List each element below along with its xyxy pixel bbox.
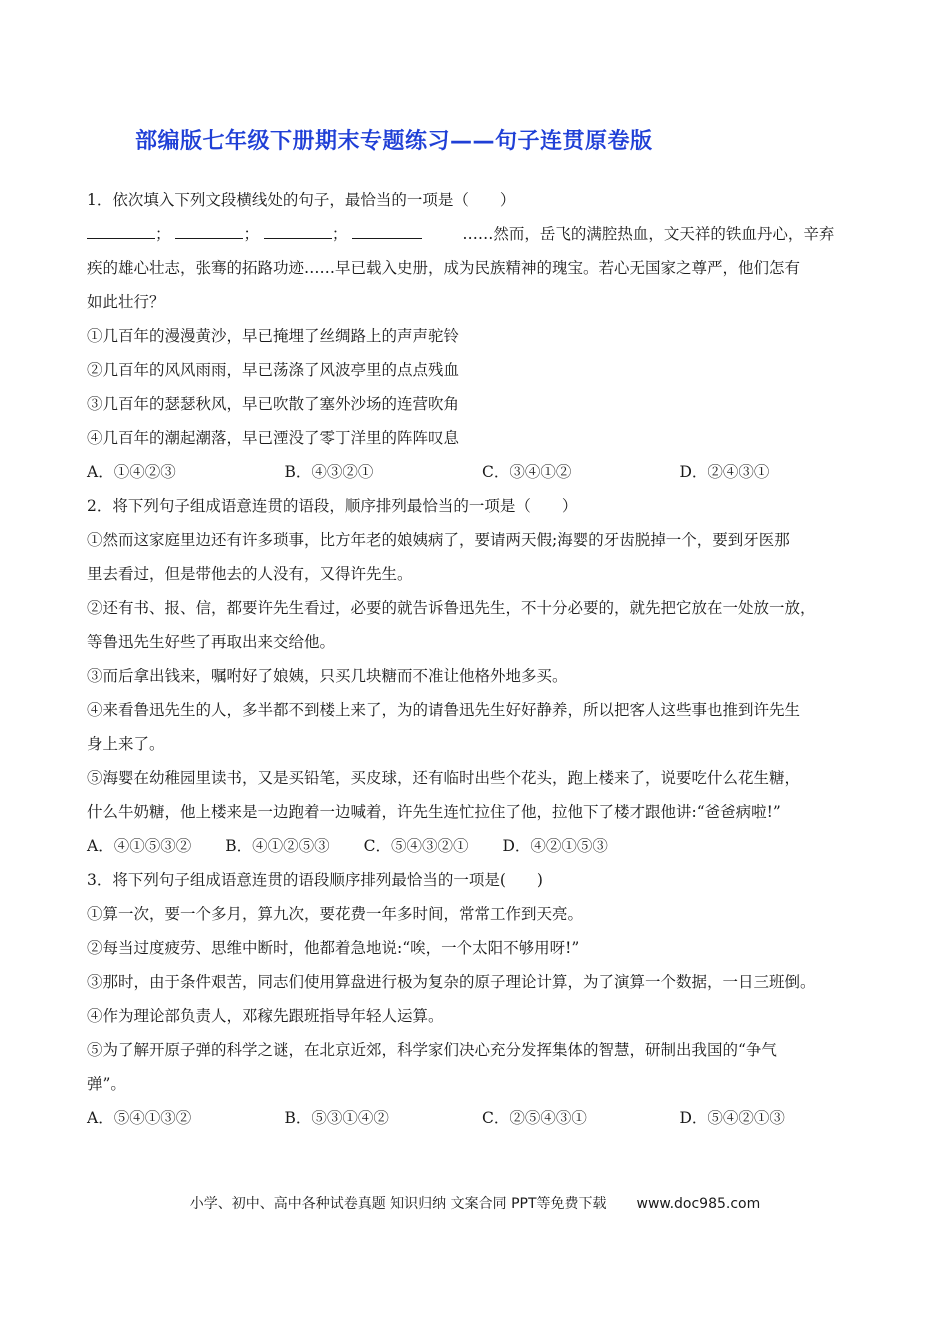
q1-passage-start: ……然而，岳飞的满腔热血，文天祥的铁血丹心，辛弃 [462,225,835,243]
answer-blank [87,224,155,239]
page-footer [0,1193,950,1213]
q3-sentence-2: ②每当过度疲劳、思维中断时，他都着急地说:“唉，一个太阳不够用呀!” [87,939,580,957]
answer-blank [264,224,332,239]
q3-sentence-5b: 弹”。 [87,1075,126,1093]
q2-sentence-5a: ⑤海婴在幼稚园里读书，又是买铅笔，买皮球，还有临时出些个花头，跑上楼来了，说要吃什么花生糖， [87,769,801,787]
q3-stem: 3．将下列句子组成语意连贯的语段顺序排列最恰当的一项是( ) [87,871,543,889]
q3-option-d[interactable]: D．⑤④②①③ [679,1109,785,1127]
q2-sentence-5b: 什么牛奶糖，他上楼来是一边跑着一边喊着，许先生连忙拉住了他，拉他下了楼才跟他讲:“爸爸病啦!” [87,803,781,821]
q1-passage-line-3: 如此壮行？ [87,293,165,311]
q2-sentence-2a: ②还有书、报、信，都要许先生看过，必要的就告诉鲁迅先生，不十分必要的，就先把它放在一处放一放， [87,599,816,617]
q2-sentence-1a: ①然而这家庭里边还有许多琐事，比方年老的娘姨病了，要请两天假;海婴的牙齿脱掉一个，要到牙医那 [87,531,790,549]
q3-sentence-3: ③那时，由于条件艰苦，同志们使用算盘进行极为复杂的原子理论计算，为了演算一个数据，一日三班倒。 [87,973,816,991]
q2-sentence-1b: 里去看过，但是带他去的人没有，又得许先生。 [87,565,413,583]
q2-stem: 2．将下列句子组成语意连贯的语段，顺序排列最恰当的一项是（ ） [87,497,578,515]
q2-options [87,829,877,863]
q1-option-a[interactable]: A．①④②③ [87,463,176,481]
q1-option-b[interactable]: B．④③②① [284,463,374,481]
q1-item-2: ②几百年的风风雨雨，早已荡涤了风波亭里的点点残血 [87,361,460,379]
q1-item-3: ③几百年的瑟瑟秋风，早已吹散了塞外沙场的连营吹角 [87,395,460,413]
q3-option-a[interactable]: A．⑤④①③② [87,1109,192,1127]
q2-option-a[interactable]: A．④①⑤③② [87,837,192,855]
q1-stem: 1．依次填入下列文段横线处的句子，最恰当的一项是（ ） [87,191,516,209]
q1-item-1: ①几百年的漫漫黄沙，早已掩埋了丝绸路上的声声驼铃 [87,327,460,345]
q1-option-d[interactable]: D．②④③① [679,463,770,481]
q2-option-b[interactable]: B．④①②⑤③ [225,837,330,855]
q3-sentence-5a: ⑤为了解开原子弹的科学之谜，在北京近郊，科学家们决心充分发挥集体的智慧，研制出我国的“争气 [87,1041,777,1059]
q1-item-4: ④几百年的潮起潮落，早已湮没了零丁洋里的阵阵叹息 [87,429,460,447]
q1-passage-line-2: 疾的雄心壮志，张骞的拓路功迹……早已载入史册，成为民族精神的瑰宝。若心无国家之尊严，他们怎有 [87,259,801,277]
q2-option-d[interactable]: D．④②①⑤③ [502,837,608,855]
q1-passage-line-1: ； ； ； ……然而，岳飞的满腔热血，文天祥的铁血丹心，辛弃 [87,217,877,251]
q2-sentence-4b: 身上来了。 [87,735,165,753]
footer-text: 小学、初中、高中各种试卷真题 知识归纳 文案合同 PPT等免费下载 [189,1196,607,1212]
q3-sentence-1: ①算一次，要一个多月，算九次，要花费一年多时间，常常工作到天亮。 [87,905,584,923]
answer-blank [175,224,243,239]
q3-option-c[interactable]: C．②⑤④③① [482,1109,587,1127]
q1-options [87,455,877,489]
document-title: 部编版七年级下册期末专题练习——句子连贯原卷版 [135,129,653,154]
q3-option-b[interactable]: B．⑤③①④② [284,1109,389,1127]
q3-options [87,1101,877,1135]
document-body [87,183,877,1135]
q3-sentence-4: ④作为理论部负责人，邓稼先跟班指导年轻人运算。 [87,1007,444,1025]
q2-sentence-3: ③而后拿出钱来，嘱咐好了娘姨，只买几块糖而不准让他格外地多买。 [87,667,568,685]
footer-site-link[interactable]: www.doc985.com [636,1196,761,1212]
answer-blank [352,224,422,239]
q2-option-c[interactable]: C．⑤④③②① [363,837,469,855]
q2-sentence-4a: ④来看鲁迅先生的人，多半都不到楼上来了，为的请鲁迅先生好好静养，所以把客人这些事也推到许先生 [87,701,801,719]
q2-sentence-2b: 等鲁迅先生好些了再取出来交给他。 [87,633,336,651]
q1-option-c[interactable]: C．③④①② [482,463,572,481]
